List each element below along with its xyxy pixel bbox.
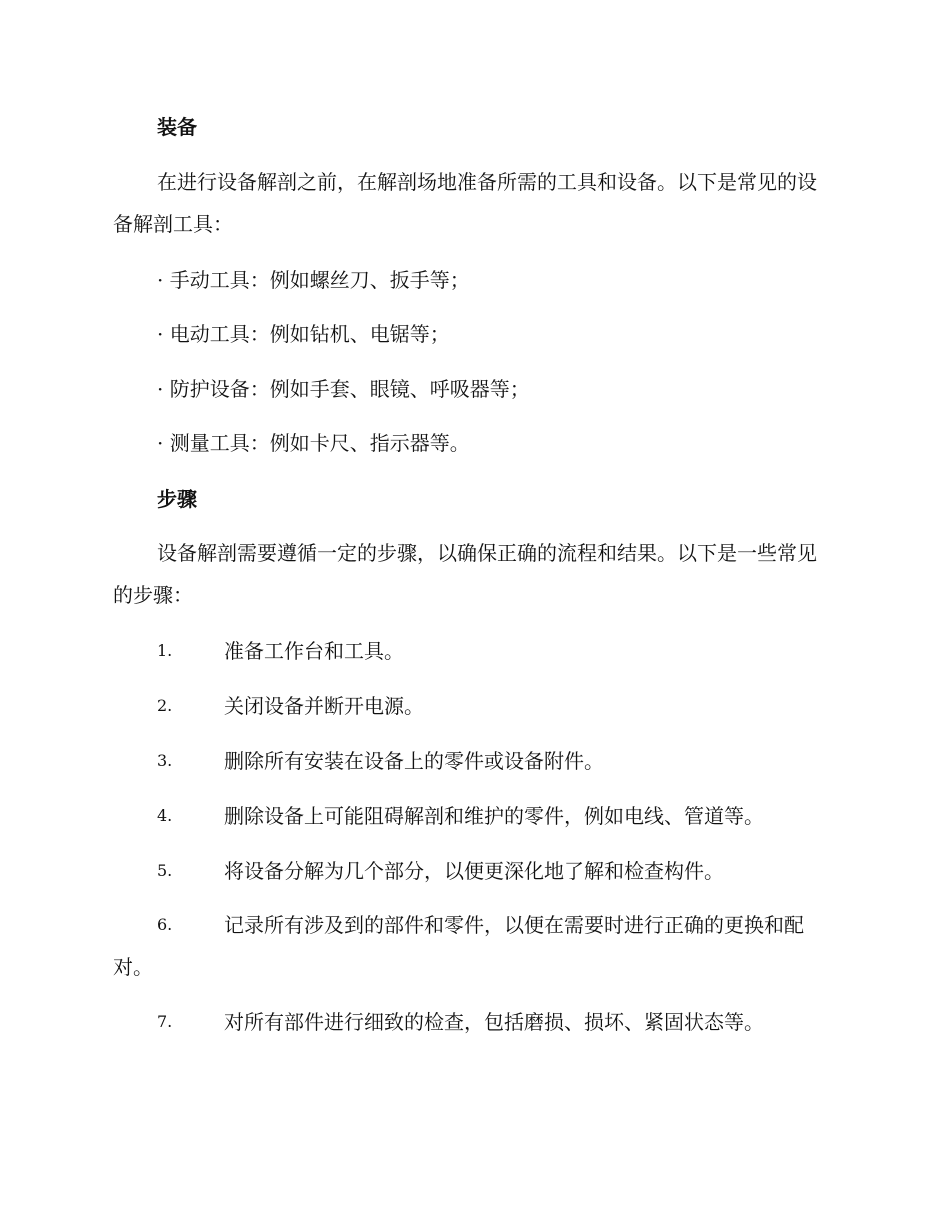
numbered-step — [113, 630, 835, 672]
section-heading-steps: 步骤 — [157, 487, 197, 511]
numbered-step — [113, 795, 835, 837]
step-number: 4. — [157, 806, 173, 825]
numbered-step — [113, 685, 835, 727]
bullet-item: · 测量工具：例如卡尺、指示器等。 — [157, 431, 470, 455]
bullet-item: · 电动工具：例如钻机、电锯等； — [157, 322, 450, 346]
step-text: 记录所有涉及到的部件和零件，以便在需要时进行正确的更换和配对。 — [113, 913, 804, 979]
numbered-step — [113, 1001, 835, 1043]
step-text: 关闭设备并断开电源。 — [224, 694, 424, 718]
numbered-step — [113, 740, 835, 782]
numbered-step — [113, 904, 835, 988]
step-number: 6. — [157, 915, 173, 934]
step-text: 准备工作台和工具。 — [224, 639, 404, 663]
step-text: 将设备分解为几个部分，以便更深化地了解和检查构件。 — [224, 859, 724, 883]
equipment-intro-paragraph: 在进行设备解剖之前，在解剖场地准备所需的工具和设备。以下是常见的设备解剖工具： — [113, 170, 817, 236]
step-number: 1. — [157, 641, 173, 660]
steps-intro-paragraph: 设备解剖需要遵循一定的步骤，以确保正确的流程和结果。以下是一些常见的步骤： — [113, 541, 817, 607]
bullet-item: · 防护设备：例如手套、眼镜、呼吸器等； — [157, 377, 530, 401]
numbered-step — [113, 850, 835, 892]
step-number: 5. — [157, 861, 173, 880]
step-number: 3. — [157, 751, 173, 770]
step-text: 对所有部件进行细致的检查，包括磨损、损坏、紧固状态等。 — [224, 1010, 764, 1034]
step-number: 2. — [157, 696, 173, 715]
bullet-item: · 手动工具：例如螺丝刀、扳手等； — [157, 268, 470, 292]
step-number: 7. — [157, 1012, 173, 1031]
section-heading-equipment: 装备 — [157, 115, 197, 139]
step-text: 删除设备上可能阻碍解剖和维护的零件，例如电线、管道等。 — [224, 804, 764, 828]
step-text: 删除所有安装在设备上的零件或设备附件。 — [224, 749, 604, 773]
